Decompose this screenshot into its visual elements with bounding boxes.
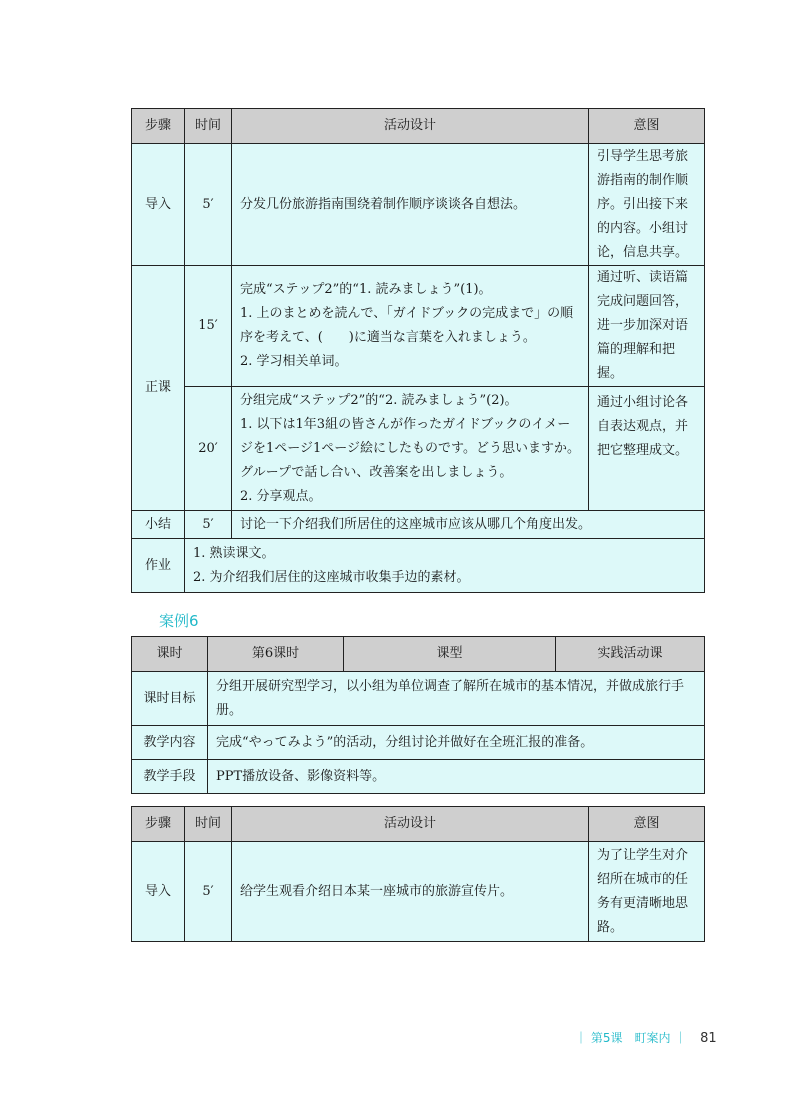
header-step: 步骤 xyxy=(132,807,185,842)
step-cell: 导入 xyxy=(132,144,185,266)
page-number: 81 xyxy=(700,1031,717,1046)
activity-line: 2. 分享观点。 xyxy=(240,488,322,504)
header-time: 时间 xyxy=(185,109,232,144)
page-footer xyxy=(575,1029,717,1046)
step-cell: 小结 xyxy=(132,511,185,539)
activity-cell: 给学生观看介绍日本某一座城市的旅游宣传片。 xyxy=(232,842,589,942)
table-header-row xyxy=(132,637,705,672)
time-cell: 15′ xyxy=(185,266,232,387)
activity-cell: 讨论一下介绍我们所居住的这座城市应该从哪几个角度出发。 xyxy=(232,511,705,539)
lesson-plan-table-1 xyxy=(131,108,705,593)
table-row xyxy=(132,266,705,387)
table-row xyxy=(132,387,705,511)
activity-line: 1. 以下は1年3組の皆さんが作ったガイドブックのイメージを1ページ1ページ絵にしたものです。どう思いますか。グループで話し合い、改善案を出しましょう。 xyxy=(240,416,580,480)
lesson-plan-table-2 xyxy=(131,806,705,942)
table-row xyxy=(132,539,705,593)
footer-lesson: ｜ 第5课 町案内 ｜ xyxy=(575,1031,687,1045)
period-value: 第6课时 xyxy=(208,637,344,672)
means-value: PPT播放设备、影像资料等。 xyxy=(208,760,705,794)
means-label: 教学手段 xyxy=(132,760,208,794)
activity-cell xyxy=(232,266,589,387)
intent-cell: 通过听、读语篇完成问题回答，进一步加深对语篇的理解和把握。 xyxy=(589,266,705,387)
homework-line: 2. 为介绍我们居住的这座城市收集手边的素材。 xyxy=(193,569,470,585)
header-time: 时间 xyxy=(185,807,232,842)
table-row xyxy=(132,511,705,539)
header-step: 步骤 xyxy=(132,109,185,144)
activity-line: 完成“ステップ2”的“1. 読みましょう”(1)。 xyxy=(240,282,492,297)
time-cell: 5′ xyxy=(185,144,232,266)
activity-cell: 分发几份旅游指南围绕着制作顺序谈谈各自想法。 xyxy=(232,144,589,266)
table-row xyxy=(132,144,705,266)
table-header-row xyxy=(132,109,705,144)
table-row xyxy=(132,726,705,760)
time-cell: 20′ xyxy=(185,387,232,511)
intent-cell: 为了让学生对介绍所在城市的任务有更清晰地思路。 xyxy=(589,842,705,942)
intent-cell: 通过小组讨论各自表达观点，并把它整理成文。 xyxy=(589,387,705,511)
goal-value: 分组开展研究型学习，以小组为单位调查了解所在城市的基本情况，并做成旅行手册。 xyxy=(208,672,705,726)
content-value: 完成“やってみよう”的活动，分组讨论并做好在全班汇报的准备。 xyxy=(208,726,705,760)
time-cell: 5′ xyxy=(185,511,232,539)
table-row xyxy=(132,672,705,726)
homework-cell xyxy=(185,539,705,593)
type-label: 课型 xyxy=(344,637,556,672)
activity-line: 分组完成“ステップ2”的“2. 読みましょう”(2)。 xyxy=(240,392,518,408)
period-label: 课时 xyxy=(132,637,208,672)
lesson-info-table xyxy=(131,636,705,794)
homework-line: 1. 熟读课文。 xyxy=(193,545,275,561)
table-row xyxy=(132,760,705,794)
step-cell: 导入 xyxy=(132,842,185,942)
goal-label: 课时目标 xyxy=(132,672,208,726)
step-cell: 作业 xyxy=(132,539,185,593)
table-header-row xyxy=(132,807,705,842)
time-cell: 5′ xyxy=(185,842,232,942)
activity-line: 1. 上のまとめを読んで、「ガイドブックの完成まで」の順序を考えて、( )に適当な言葉を入れましょう。 xyxy=(240,306,574,345)
activity-cell xyxy=(232,387,589,511)
table-row xyxy=(132,842,705,942)
content-label: 教学内容 xyxy=(132,726,208,760)
intent-cell: 引导学生思考旅游指南的制作顺序。引出接下来的内容。小组讨论，信息共享。 xyxy=(589,144,705,266)
step-cell: 正课 xyxy=(132,266,185,511)
case-title: 案例6 xyxy=(159,612,199,630)
header-activity: 活动设计 xyxy=(232,807,589,842)
header-activity: 活动设计 xyxy=(232,109,589,144)
header-intent: 意图 xyxy=(589,807,705,842)
activity-line: 2. 学习相关单词。 xyxy=(240,354,348,369)
header-intent: 意图 xyxy=(589,109,705,144)
type-value: 实践活动课 xyxy=(556,637,705,672)
